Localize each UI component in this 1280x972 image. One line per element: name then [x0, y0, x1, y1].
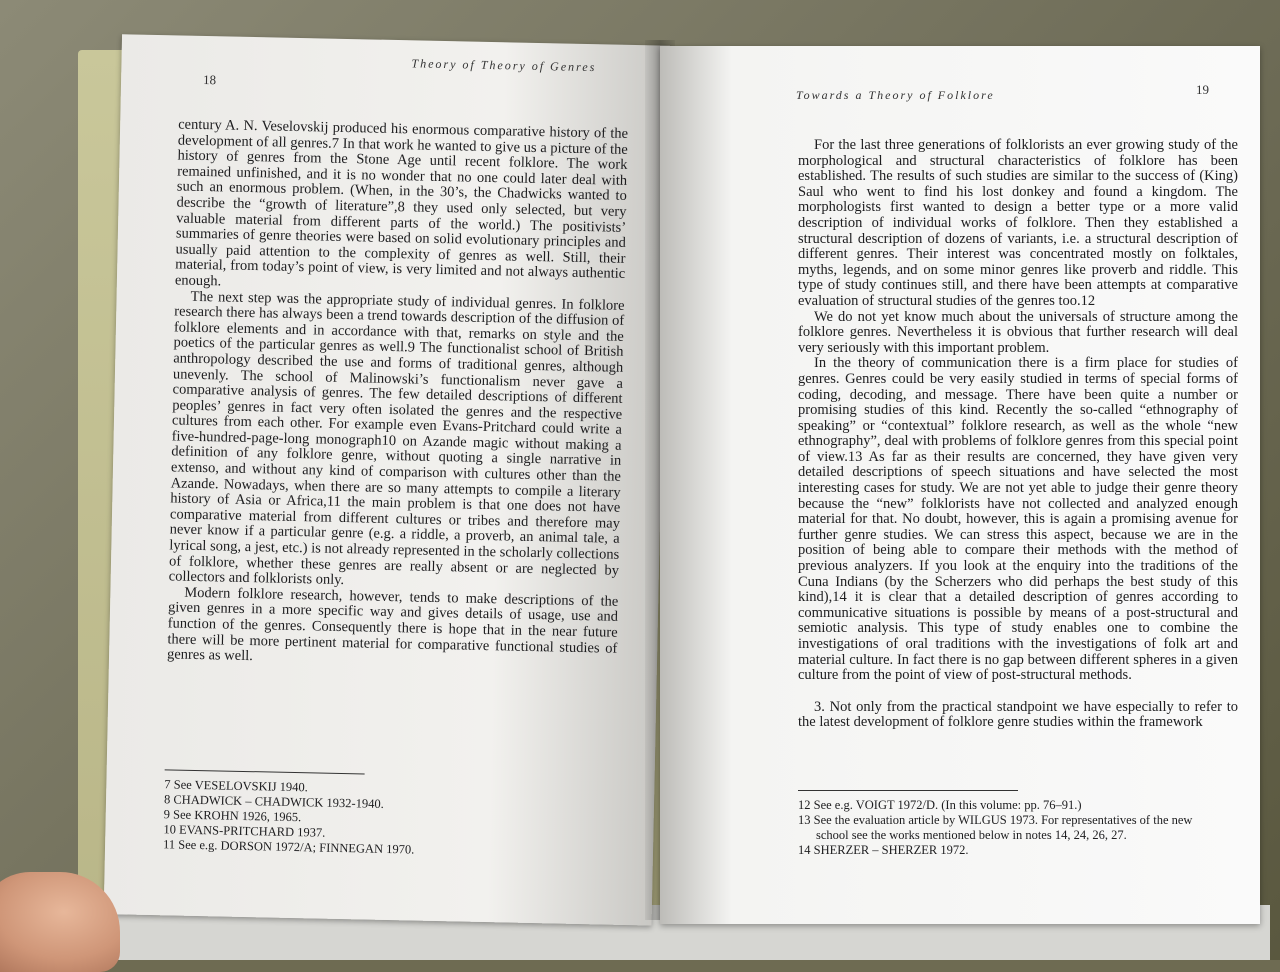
footnote: 7 See VESELOVSKIJ 1940. [164, 777, 309, 795]
footnote: 13 See the evaluation article by WILGUS 1973. For representatives of the new [798, 813, 1193, 827]
right-paragraph: 3. Not only from the practical standpoint we have especially to refer to the latest development of folklore genre studies within the framework [798, 698, 1238, 731]
left-running-head: Theory of Theory of Genres [411, 56, 597, 75]
footnote: 10 EVANS-PRITCHARD 1937. [163, 822, 326, 840]
open-book [100, 40, 1260, 920]
left-page-number: 18 [202, 71, 217, 88]
right-page [660, 46, 1260, 924]
right-paragraph: In the theory of communication there is a firm place for studies of genres. Genres could be very easily studied in terms of special forms of coding, decoding, and message. There have been quite a number or promising studies of this kind. Recently the so-called “ethnography of speaking” or “contextual” folklore research, as well as the whole “new ethnography”, deal with problems of folklore genres from this special point of view.13 As far as their results are concerned, they have given very detailed descriptions of speech situations and have selected the most interesting cases for study. We are not yet able to judge their genre theory because the “new” folklorists have not collected and analyzed enough material for that. No doubt, however, this is again a promising avenue for further genre studies. We can stress this aspect, because we are in the position of being able to compare their methods with the method of previous analyzers. If you look at the enquiry into the traditions of the Cuna Indians (by the Scherzers who did perhaps the best study of this kind),14 it is clear that a detailed description of genres according to communicative situations is possible by means of a post-structural and semiotic analysis. This type of study enables one to combine the investigations of oral traditions with the investigations of folk art and material culture. In fact there is no gap between different spheres in a given culture from the point of view of post-structural methods. [798, 355, 1238, 684]
left-page [104, 34, 670, 925]
footnote: 14 SHERZER – SHERZER 1972. [798, 843, 969, 857]
right-body-text [798, 138, 1238, 731]
footnote: 11 See e.g. DORSON 1972/A; FINNEGAN 1970. [162, 837, 415, 857]
left-paragraph: Modern folklore research, however, tends to make descriptions of the given genres in a more specific way and gives details of usage, use and function of the genres. Consequently there is hope that in the near future there will be more pertinent material for comparative functional studies of genres as well. [166, 584, 619, 665]
footnote-continuation: school see the works mentioned below in notes 14, 24, 26, 27. [816, 828, 1127, 842]
right-paragraph: For the last three generations of folklorists an ever growing study of the morphological and structural characteristics of folklore has been established. The results of such studies are similar to the success of (King) Saul who went to find his lost donkey and found a kingdom. The morphologists first wanted to design a better type or a more valid description of individual works of folklore. Then they established a structural description of dozens of variants, i.e. a structural description of different genres. Their interest was concentrated mostly on folktales, myths, legends, and on some minor genres like proverb and riddle. This type of study continues still, and there have been attempts at comparative evaluation of structural studies of the genres too.12 [798, 137, 1238, 309]
right-footnotes [798, 798, 1238, 858]
right-paragraph: We do not yet know much about the universals of structure among the folklore genres. Nevertheless it is obvious that further research will deal very seriously with this important problem. [798, 308, 1238, 356]
footnote: 12 See e.g. VOIGT 1972/D. (In this volume: pp. 76–91.) [798, 798, 1082, 812]
footnote: 8 CHADWICK – CHADWICK 1932-1940. [163, 792, 384, 811]
left-footnote-rule [165, 769, 365, 774]
left-paragraph: century A. N. Veselovskij produced his enormous comparative history of the development of all genres.7 In that work he wanted to give us a picture of the history of genres from the Stone Age until recent folklore. The work remained unfinished, and it is no wonder that no one could later deal with such an enormous problem. (When, in the 30’s, the Chadwicks wanted to describe the “growth of literature”,8 they used only selected, but very valuable material from different parts of the world.) The positivists’ summaries of genre theories were based on solid evolutionary principles and usually paid attention to the complexity of genres as well. Still, their material, from today’s point of view, is very limited and not always authentic enough. [174, 116, 629, 290]
right-page-number: 19 [1196, 82, 1209, 97]
left-body-text [167, 117, 628, 672]
right-running-head: Towards a Theory of Folklore [796, 88, 995, 102]
left-paragraph: The next step was the appropriate study of individual genres. In folklore research there has always been a trend towards description of the diffusion of folklore elements and in accordance with that, remarks on style and the poetics of the particular genres as well.9 The functionalist school of British anthropology described the use and forms of traditional genres, although unevenly. The school of Malinowski’s functionalism never gave a comparative analysis of genres. The few detailed descriptions of different peoples’ genres in fact very often isolated the genres and the respective cultures from each other. For example even Evans-Pritchard could write a five-hundred-page-long monograph10 on Azande magic without making a definition of any folklore genre, without quoting a single narrative in extenso, and without any kind of comparison with cultures other than the Azande. Nowadays, when there are so many attempts to compile a literary history of Asia or Africa,11 the main problem is that one does not have comparative material from different cultures or tribes and therefore may never know if a particular genre (e.g. a riddle, a proverb, an animal tale, a lyrical song, a jest, etc.) is not already represented in the scholarly collections of folklore, whether these genres are really absent or are neglected by collectors and folklorists only. [168, 288, 625, 589]
footnote: 9 See KROHN 1926, 1965. [163, 807, 302, 825]
right-footnote-rule [798, 790, 1018, 791]
left-footnotes [163, 777, 584, 861]
